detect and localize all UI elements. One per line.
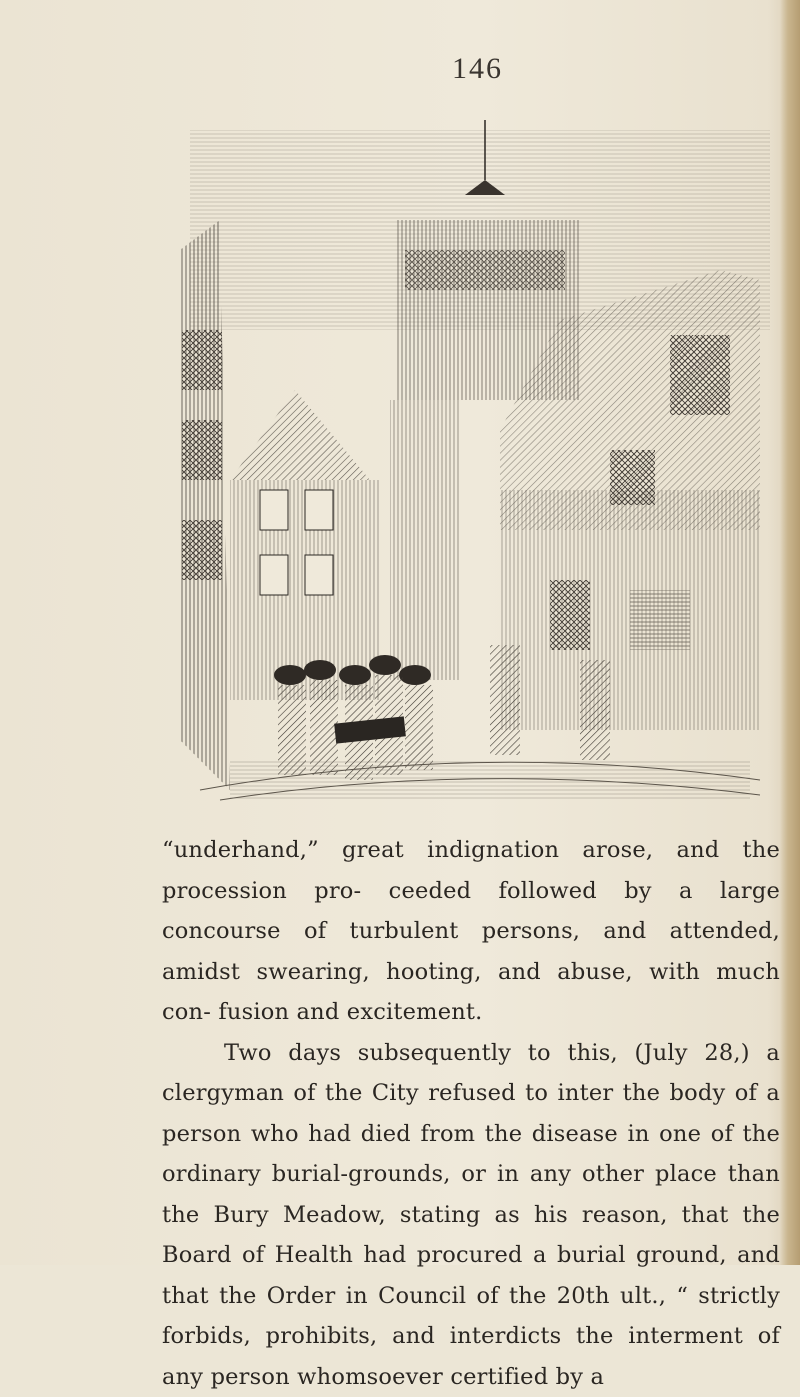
street-procession-illustration: [160, 100, 800, 805]
page-number: 146: [452, 52, 512, 86]
body-text: [162, 830, 780, 1397]
paragraph: “underhand,” great indignation arose, and the procession pro- ceeded followed by a large concourse of turbulent persons, and attended, amidst swearing, hooting, and abuse, with much con- fusion and excitement.: [162, 830, 780, 1033]
paragraph: Two days subsequently to this, (July 28,) a clergyman of the City refused to inter the body of a person who had died from the disease in one of the ordinary burial-grounds, or in any other place than the Bury Meadow, stating as his reason, that the Board of Health had procured a burial ground, and that the Order in Council of the 20th ult., “ strictly forbids, prohibits, and interdicts the interment of any person whomsoever certified by a: [162, 1033, 780, 1397]
